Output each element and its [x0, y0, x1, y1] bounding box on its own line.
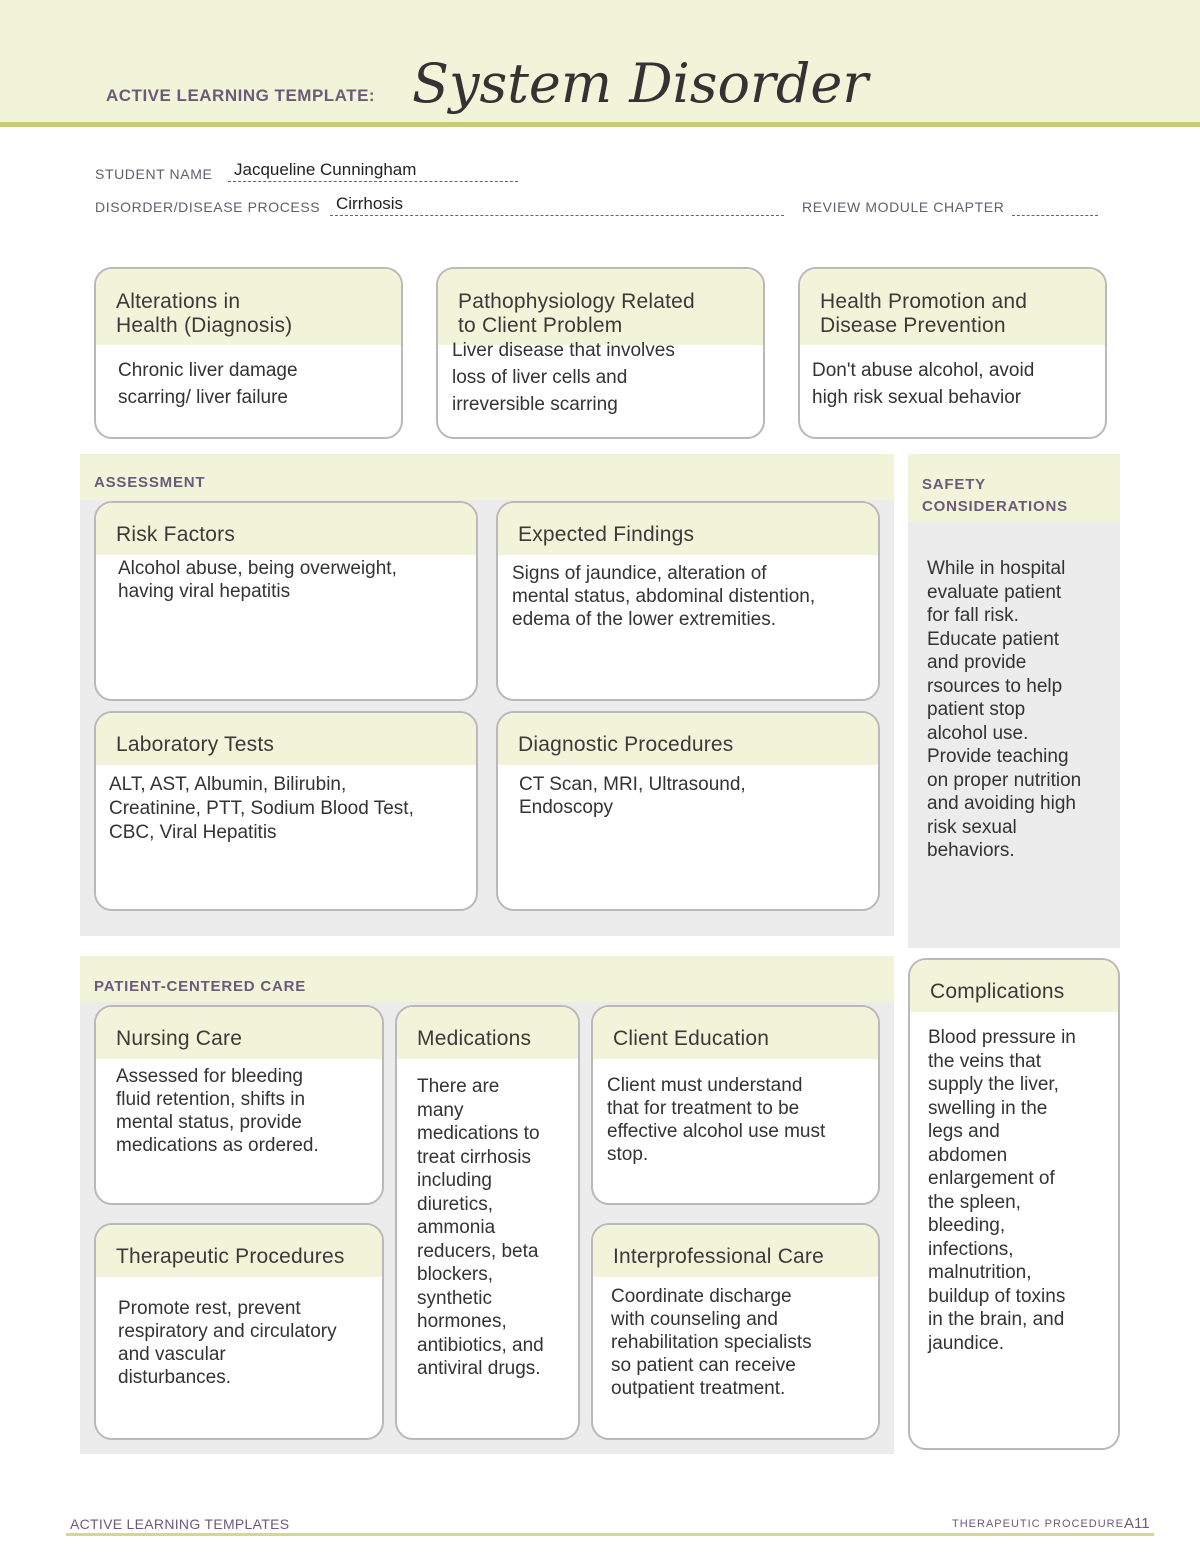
student-name-label: STUDENT NAME — [95, 166, 213, 182]
alterations-content: Chronic liver damage scarring/ liver failure — [118, 360, 298, 408]
interprofessional-care-title: Interprofessional Care — [593, 1225, 878, 1277]
student-name-field[interactable]: Jacqueline Cunningham — [228, 160, 518, 182]
alterations-title: Alterations in Health (Diagnosis) — [96, 269, 401, 345]
expected-findings-content: Signs of jaundice, alteration of mental status, abdominal distention, edema of the lower extremities. — [512, 563, 816, 630]
disorder-field[interactable]: Cirrhosis — [330, 194, 784, 216]
template-label: ACTIVE LEARNING TEMPLATE: — [106, 86, 376, 105]
expected-findings-box — [496, 501, 880, 701]
expected-findings-title: Expected Findings — [498, 503, 878, 555]
laboratory-tests-content: ALT, AST, Albumin, Bilirubin, Creatinine, PTT, Sodium Blood Test, CBC, Viral Hepatitis — [109, 774, 414, 843]
review-module-label: REVIEW MODULE CHAPTER — [802, 199, 1005, 215]
diagnostic-procedures-content: CT Scan, MRI, Ultrasound, Endoscopy — [519, 774, 746, 818]
nursing-care-title: Nursing Care — [96, 1007, 382, 1059]
footer-right-label: THERAPEUTIC PROCEDURE — [952, 1518, 1124, 1530]
pathophysiology-box — [436, 267, 765, 439]
risk-factors-box — [94, 501, 478, 701]
medications-box — [395, 1005, 580, 1440]
disorder-label: DISORDER/DISEASE PROCESS — [95, 199, 321, 215]
nursing-care-content: Assessed for bleeding fluid retention, shifts in mental status, provide medications as ordered. — [116, 1066, 319, 1156]
patient-care-label: PATIENT-CENTERED CARE — [94, 978, 307, 995]
safety-label: SAFETY CONSIDERATIONS — [922, 476, 1068, 515]
footer-divider — [66, 1533, 1154, 1536]
client-education-title: Client Education — [593, 1007, 878, 1059]
medications-title: Medications — [397, 1007, 578, 1059]
therapeutic-procedures-title: Therapeutic Procedures — [96, 1225, 382, 1277]
health-promotion-title: Health Promotion and Disease Prevention — [800, 269, 1105, 345]
footer-left-label: ACTIVE LEARNING TEMPLATES — [70, 1516, 290, 1532]
alterations-box — [94, 267, 403, 439]
pathophysiology-content: Liver disease that involves loss of liver cells and irreversible scarring — [452, 340, 675, 415]
health-promotion-content: Don't abuse alcohol, avoid high risk sexual behavior — [812, 360, 1035, 408]
complications-title: Complications — [910, 960, 1118, 1012]
safety-content: While in hospital evaluate patient for fall risk. Educate patient and provide rsources to help patient stop alcohol use. Provide teaching on proper nutrition and avoiding high risk sexual behaviors. — [927, 558, 1082, 861]
nursing-care-box — [94, 1005, 384, 1205]
health-promotion-box — [798, 267, 1107, 439]
risk-factors-content: Alcohol abuse, being overweight, having viral hepatitis — [118, 558, 397, 602]
medications-content: There are many medications to treat cirrhosis including diuretics, ammonia reducers, beta blockers, synthetic hormones, antibiotics, and antiviral drugs. — [417, 1076, 544, 1379]
page-title: System Disorder — [412, 52, 869, 115]
interprofessional-care-box — [591, 1223, 880, 1440]
therapeutic-procedures-content: Promote rest, prevent respiratory and circulatory and vascular disturbances. — [118, 1298, 337, 1388]
page-number: A11 — [1124, 1515, 1150, 1532]
complications-content: Blood pressure in the veins that supply the liver, swelling in the legs and abdomen enlargement of the spleen, bleeding, infections, malnutrition, buildup of toxins in the brain, and jaundice. — [928, 1027, 1076, 1354]
pathophysiology-title: Pathophysiology Related to Client Problem — [438, 269, 763, 345]
laboratory-tests-box — [94, 711, 478, 911]
risk-factors-title: Risk Factors — [96, 503, 476, 555]
therapeutic-procedures-box — [94, 1223, 384, 1440]
client-education-box — [591, 1005, 880, 1205]
client-education-content: Client must understand that for treatment to be effective alcohol use must stop. — [607, 1075, 826, 1165]
diagnostic-procedures-box — [496, 711, 880, 911]
laboratory-tests-title: Laboratory Tests — [96, 713, 476, 765]
assessment-label: ASSESSMENT — [94, 474, 206, 491]
header-divider — [0, 122, 1200, 127]
review-module-field[interactable] — [1012, 194, 1098, 216]
diagnostic-procedures-title: Diagnostic Procedures — [498, 713, 878, 765]
complications-box — [908, 958, 1120, 1450]
interprofessional-care-content: Coordinate discharge with counseling and rehabilitation specialists so patient can receive outpatient treatment. — [611, 1286, 812, 1399]
